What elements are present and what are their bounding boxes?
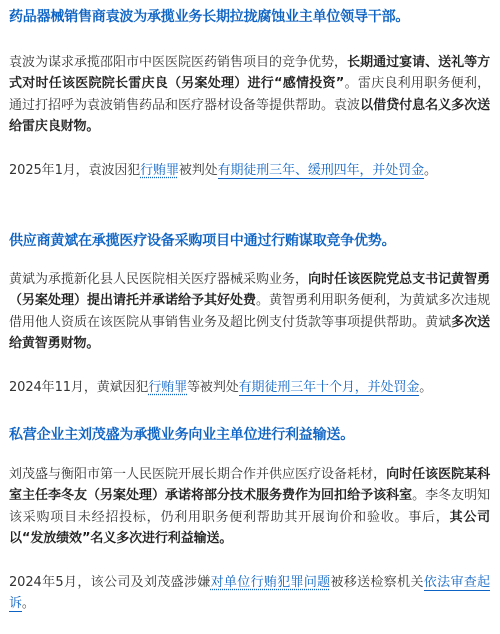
text: 刘茂盛与衡阳市第一人民医院开展长期合作并供应医疗设备耗材，	[9, 467, 387, 482]
text: 2025年1月，袁波因犯	[9, 163, 141, 178]
section-heading-3: 私营企业主刘茂盛为承揽业务向业主单位进行利益输送。	[9, 427, 354, 443]
sentence-link[interactable]: 依法审查起诉	[9, 575, 490, 612]
text: 。	[419, 380, 433, 395]
text: 袁波为谋求承揽邵阳市中医医院医药销售项目的竞争优势，	[9, 55, 348, 70]
text: 。雷庆良利用职务便利，通过打招呼为袁波销售药品和医疗器材设备等提供帮助。袁波	[9, 76, 490, 113]
sentence-link[interactable]: 有期徒刑三年十个月，并处罚金	[238, 380, 420, 395]
bold-text: 向时任该医院某科室主任李冬友（另案处理）承诺将部分技术服务费作为回扣给予该科室	[9, 467, 490, 504]
bold-text: 其公司以“发放绩效”名义多次进行利益输送。	[9, 509, 490, 546]
section-heading-1: 药品器械销售商袁波为承揽业务长期拉拢腐蚀业主单位领导干部。	[9, 9, 410, 25]
section-3-paragraph	[9, 464, 490, 549]
text: 。黄智勇利用职务便利，为黄斌多次违规借用他人资质在该医院从事销售业务及超比例支付货款等事项提供帮助。黄斌	[9, 293, 490, 330]
sentence-link[interactable]: 有期徒刑三年、缓刑四年，并处罚金	[217, 163, 424, 178]
text: 被判处	[178, 163, 218, 178]
text: 。	[423, 163, 437, 178]
section-1-paragraph	[9, 52, 490, 137]
text: 。	[21, 596, 35, 612]
section-heading-2: 供应商黄斌在承揽医疗设备采购项目中通过行贿谋取竞争优势。	[9, 233, 396, 249]
text: 。李冬友明知该采购项目未经招投标，仍利用职务便利帮助其开展询价和验收。事后，	[9, 488, 490, 525]
text: 2024年11月，黄斌因犯	[9, 380, 149, 395]
text: 黄斌为承揽新化县人民医院相关医疗器械采购业务，	[9, 272, 309, 287]
keyword-link[interactable]: 行贿罪	[148, 380, 188, 395]
text: 2024年5月，该公司及刘茂盛涉嫌	[9, 575, 211, 590]
text: 等被判处	[187, 380, 239, 395]
keyword-link[interactable]: 行贿罪	[140, 163, 179, 178]
section-1-verdict	[9, 160, 490, 181]
section-3-verdict	[9, 572, 490, 615]
bold-text: 长期通过宴请、送礼等方式对时任该医院院长雷庆良（另案处理）进行“感情投资”	[9, 55, 491, 92]
bold-text: 以借贷付息名义多次送给雷庆良财物。	[9, 97, 490, 134]
section-2-verdict	[9, 377, 490, 398]
bold-text: 向时任该医院党总支书记黄智勇（另案处理）提出请托并承诺给予其好处费	[9, 272, 490, 309]
section-2-paragraph	[9, 269, 490, 354]
text: 被移送检察机关	[330, 575, 424, 590]
keyword-link[interactable]: 对单位行贿犯罪问题	[210, 575, 331, 590]
bold-text: 多次送给黄智勇财物。	[9, 314, 490, 351]
